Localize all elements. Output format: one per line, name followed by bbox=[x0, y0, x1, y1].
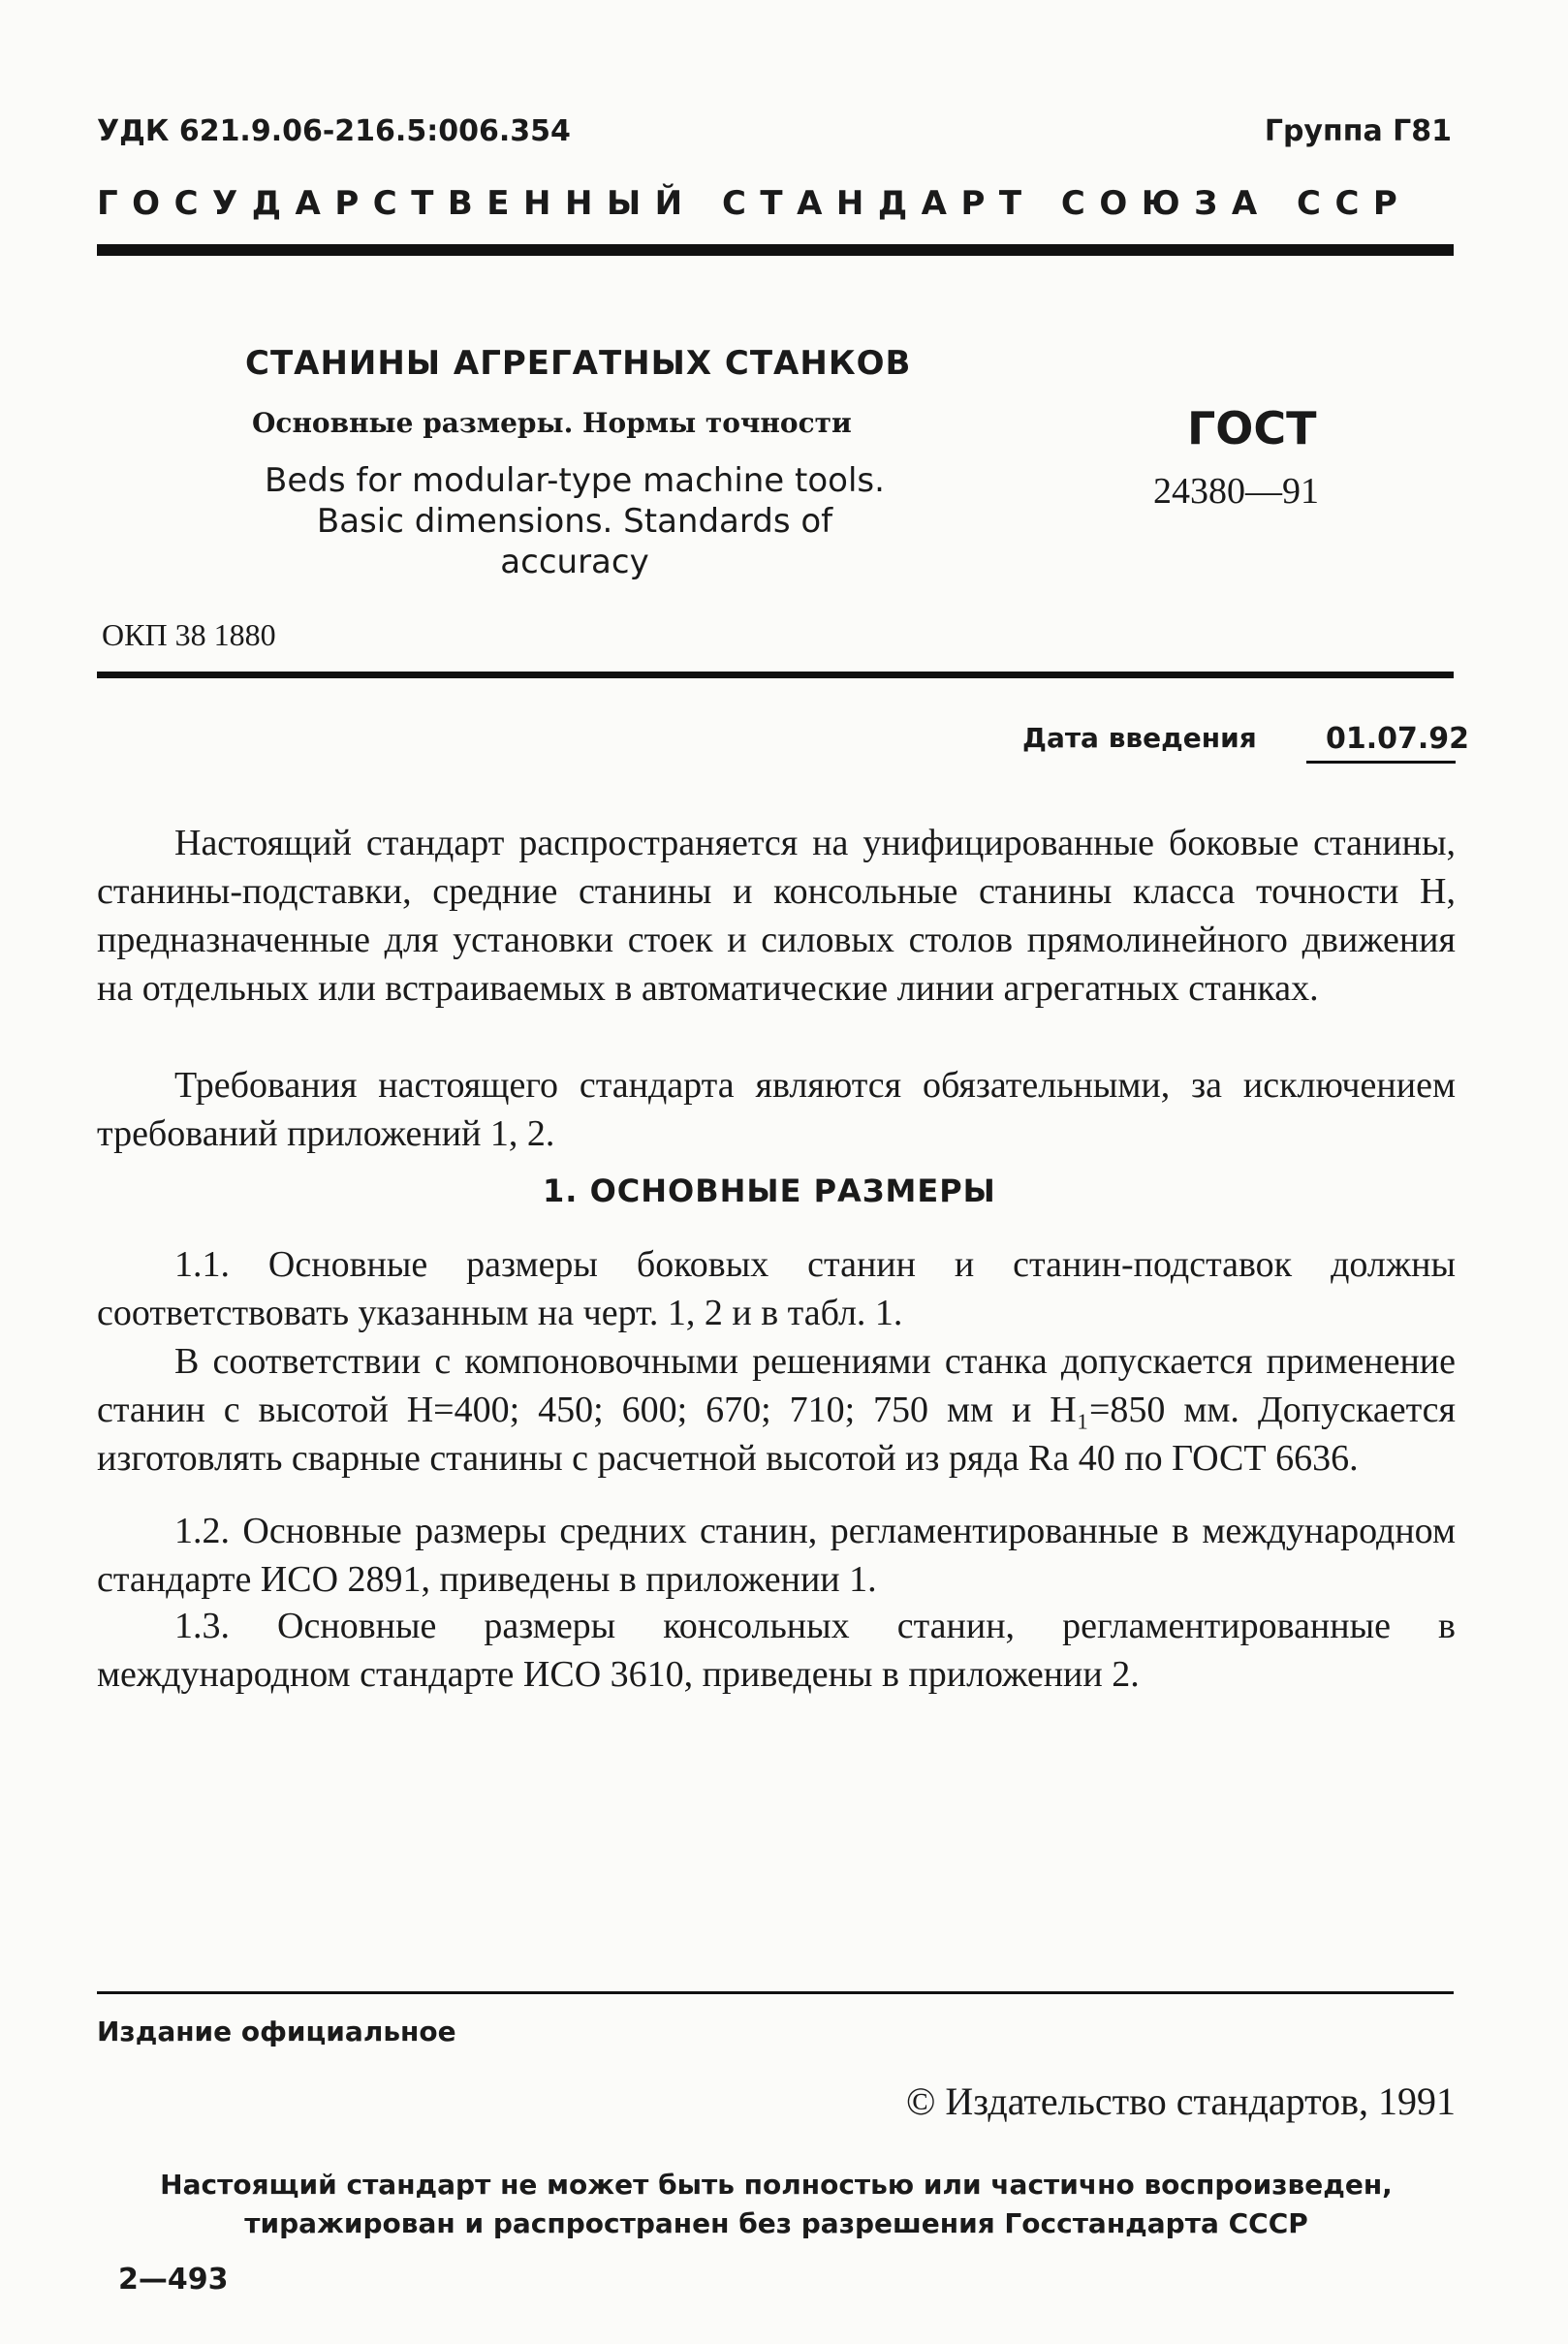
gost-label: ГОСТ bbox=[1187, 402, 1317, 454]
paragraph-1-1: 1.1. Основные размеры боковых станин и станин-подставок должны соответствовать указанным на черт. 1, 2 и в табл. 1. bbox=[97, 1244, 1456, 1333]
paragraph-1-1-continued: В соответствии с компоновочными решениями станка допускается применение станин с высотой H=400; 450; 600; 670; 710; 750 мм и H₁=850 мм. Допускается изготовлять сварные станины с расчетной высотой из ряда Ra 40 по ГОСТ 6636. bbox=[97, 1341, 1456, 1479]
section-1-heading: 1. ОСНОВНЫЕ РАЗМЕРЫ bbox=[543, 1172, 996, 1209]
reproduction-notice-line-2: тиражирован и распространен без разрешения Госстандарта СССР bbox=[244, 2207, 1308, 2239]
official-edition-label: Издание официальное bbox=[97, 2016, 456, 2047]
english-title-line-2: Basic dimensions. Standards of accuracy bbox=[316, 502, 833, 581]
intro-date-label: Дата введения bbox=[1022, 722, 1257, 754]
reproduction-notice bbox=[97, 2166, 1456, 2243]
group-code: Группа Г81 bbox=[1264, 114, 1452, 148]
top-rule bbox=[97, 244, 1454, 256]
state-standard-heading: ГОСУДАРСТВЕННЫЙ СТАНДАРТ СОЮЗА ССР bbox=[97, 184, 1412, 223]
gost-number: 24380—91 bbox=[1153, 471, 1319, 512]
middle-rule bbox=[97, 672, 1454, 678]
document-title: СТАНИНЫ АГРЕГАТНЫХ СТАНКОВ bbox=[245, 344, 912, 383]
paragraph-1-3: 1.3. Основные размеры консольных станин, регламентированные в международном стандарте ИСО 3610, приведены в приложении 2. bbox=[97, 1606, 1456, 1695]
footer-rule bbox=[97, 1991, 1454, 1994]
intro-date-value: 01.07.92 bbox=[1326, 722, 1470, 756]
page-code: 2—493 bbox=[118, 2263, 229, 2297]
copyright-notice: © Издательство стандартов, 1991 bbox=[905, 2079, 1456, 2123]
document-subtitle: Основные размеры. Нормы точности bbox=[252, 407, 852, 439]
english-title bbox=[240, 460, 909, 582]
udk-code: УДК 621.9.06-216.5:006.354 bbox=[97, 114, 571, 148]
intro-date-underline bbox=[1306, 761, 1456, 764]
paragraph-requirements: Требования настоящего стандарта являются обязательными, за исключением требований приложений 1, 2. bbox=[97, 1065, 1456, 1154]
english-title-line-1: Beds for modular-type machine tools. bbox=[265, 461, 885, 500]
reproduction-notice-line-1: Настоящий стандарт не может быть полностью или частично воспроизведен, bbox=[160, 2169, 1393, 2201]
okp-code: ОКП 38 1880 bbox=[102, 617, 276, 652]
paragraph-scope: Настоящий стандарт распространяется на унифицированные боковые станины, станины-подставки, средние станины и консольные станины класса точности Н, предназначенные для установки стоек и силовых столов прямолинейного движения на отдельных или встраиваемых в автоматические линии агрегатных станках. bbox=[97, 823, 1456, 1009]
paragraph-1-2: 1.2. Основные размеры средних станин, регламентированные в международном стандарте ИСО 2891, приведены в приложении 1. bbox=[97, 1511, 1456, 1600]
